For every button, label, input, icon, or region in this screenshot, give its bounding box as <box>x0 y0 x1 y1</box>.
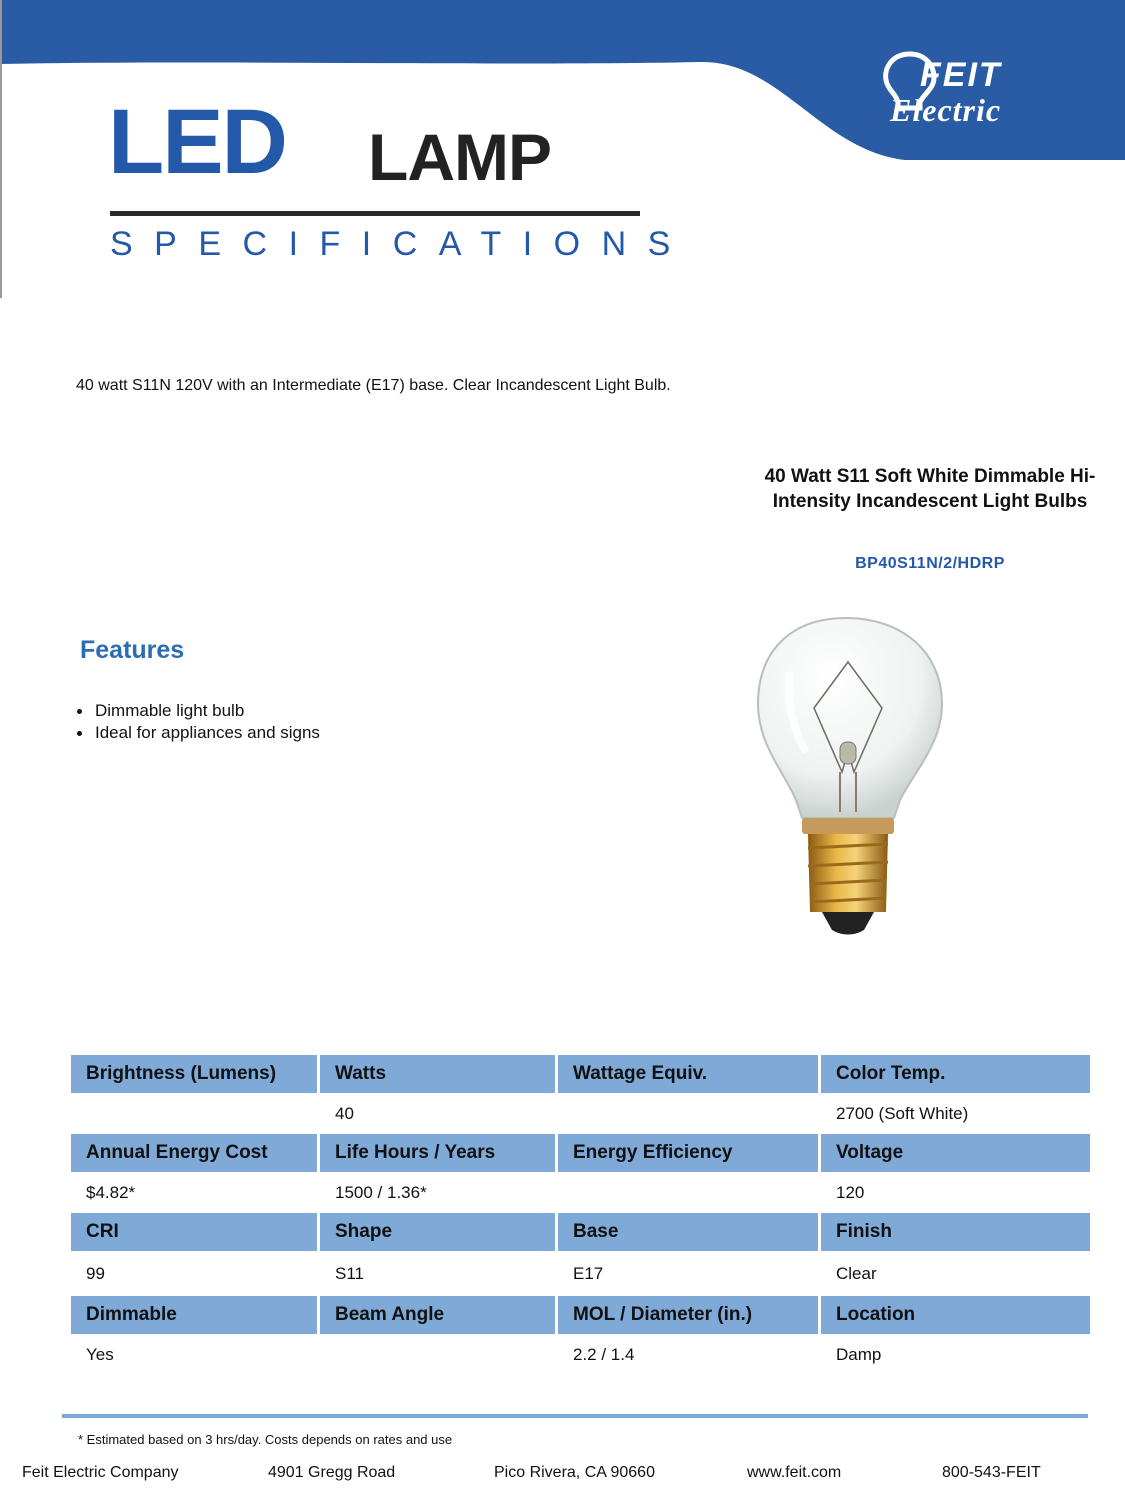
spec-label: Base <box>558 1213 818 1251</box>
bullet-icon <box>77 709 82 714</box>
product-sku: BP40S11N/2/HDRP <box>855 555 1005 572</box>
footer-phone: 800-543-FEIT <box>942 1464 1041 1481</box>
spec-label: Shape <box>320 1213 555 1251</box>
footer-city: Pico Rivera, CA 90660 <box>494 1464 655 1481</box>
spec-label: Finish <box>821 1213 1090 1251</box>
spec-label: Life Hours / Years <box>320 1134 555 1172</box>
spec-label: Color Temp. <box>821 1055 1090 1093</box>
spec-label: Energy Efficiency <box>558 1134 818 1172</box>
spec-label: Dimmable <box>71 1296 317 1334</box>
footnote: * Estimated based on 3 hrs/day. Costs depends on rates and use <box>78 1432 453 1447</box>
table-header-row <box>71 1296 1090 1334</box>
table-header-row <box>71 1055 1090 1093</box>
spec-value: 99 <box>86 1263 105 1283</box>
spec-value: Yes <box>86 1344 114 1364</box>
spec-value: Clear <box>836 1263 877 1283</box>
bullet-icon <box>77 731 82 736</box>
specifications-table <box>68 1055 1093 1375</box>
features-heading: Features <box>80 636 185 664</box>
spec-label: Voltage <box>821 1134 1090 1172</box>
spec-label: CRI <box>71 1213 317 1251</box>
footer-website-link[interactable]: www.feit.com <box>747 1464 842 1481</box>
title-specifications: SPECIFICATIONS <box>110 225 692 263</box>
spec-label: MOL / Diameter (in.) <box>558 1296 818 1334</box>
footer-company: Feit Electric Company <box>22 1464 179 1481</box>
feature-item <box>77 722 320 744</box>
table-header-row <box>71 1134 1090 1172</box>
page-edge-line <box>0 0 2 298</box>
footer-divider <box>62 1414 1088 1418</box>
feature-text: Dimmable light bulb <box>95 701 245 720</box>
footer-address: 4901 Gregg Road <box>268 1464 396 1481</box>
table-row <box>71 1251 1090 1296</box>
spec-value: 120 <box>836 1182 865 1202</box>
spec-value: 2.2 / 1.4 <box>573 1344 635 1364</box>
feature-text: Ideal for appliances and signs <box>95 723 320 742</box>
table-row <box>71 1093 1090 1134</box>
table-header-row <box>71 1213 1090 1251</box>
spec-label: Wattage Equiv. <box>558 1055 818 1093</box>
product-title: 40 Watt S11 Soft White Dimmable Hi-Intensity Incandescent Light Bulbs <box>764 466 1096 512</box>
table-row <box>71 1172 1090 1213</box>
feit-electric-logo <box>880 50 1090 130</box>
light-bulb-icon <box>750 612 950 942</box>
spec-label: Annual Energy Cost <box>71 1134 317 1172</box>
logo-text-electric: Electric <box>890 92 1002 128</box>
title-lamp: LAMP <box>368 120 551 194</box>
logo-text-feit: FEIT <box>920 56 1002 94</box>
spec-value: $4.82* <box>86 1182 136 1202</box>
spec-label: Brightness (Lumens) <box>71 1055 317 1093</box>
spec-label: Watts <box>320 1055 555 1093</box>
spec-value <box>558 1093 818 1134</box>
title-divider <box>110 211 640 216</box>
spec-value: 40 <box>335 1103 354 1123</box>
spec-value <box>71 1093 317 1134</box>
spec-value: 1500 / 1.36* <box>335 1182 427 1202</box>
title-led: LED <box>108 91 286 193</box>
spec-value: Damp <box>836 1344 882 1364</box>
table-row <box>71 1334 1090 1375</box>
spec-value: 2700 (Soft White) <box>836 1103 969 1123</box>
features-list <box>77 700 320 744</box>
spec-value <box>558 1172 818 1213</box>
spec-label: Beam Angle <box>320 1296 555 1334</box>
spec-label: Location <box>821 1296 1090 1334</box>
feature-item <box>77 700 320 722</box>
spec-value: S11 <box>335 1263 364 1283</box>
spec-value: E17 <box>573 1263 604 1283</box>
product-description: 40 watt S11N 120V with an Intermediate (E17) base. Clear Incandescent Light Bulb. <box>76 377 671 394</box>
spec-value <box>320 1334 555 1375</box>
